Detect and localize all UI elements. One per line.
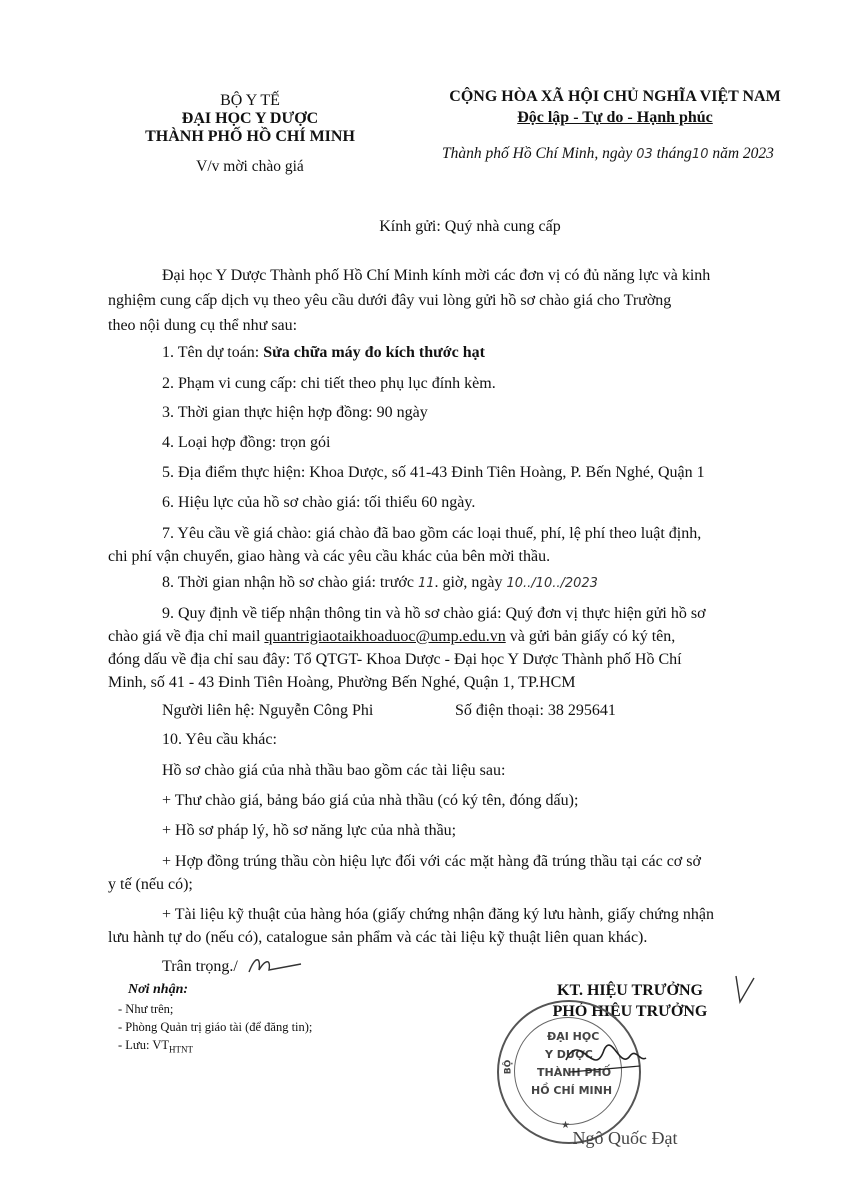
official-seal: ĐẠI HỌC Y DƯỢC THÀNH PHỐ HỒ CHÍ MINH BỘ ★ [497,1000,641,1144]
issue-date: Thành phố Hồ Chí Minh, ngày 03 tháng10 năm 2023 [442,145,774,162]
item-5: 5. Địa điểm thực hiện: Khoa Dược, số 41-43 Đinh Tiên Hoàng, P. Bến Nghé, Quận 1 [162,464,705,481]
recipient-2: - Phòng Quản trị giáo tài (để đăng tin); [118,1020,313,1034]
university-name-line2: THÀNH PHỐ HỒ CHÍ MINH [145,128,355,145]
item-6: 6. Hiệu lực của hồ sơ chào giá: tối thiểu 60 ngày. [162,494,476,511]
recipient-1: - Như trên; [118,1002,174,1016]
item-7-line-1: 7. Yêu cầu về giá chào: giá chào đã bao gồm các loại thuế, phí, lệ phí theo luật định, [162,525,702,542]
contact-person: Người liên hệ: Nguyễn Công Phi [162,702,374,719]
intro-line-2: nghiệm cung cấp dịch vụ theo yêu cầu dưới đây vui lòng gửi hồ sơ chào giá cho Trường [108,292,672,309]
national-motto: Độc lập - Tự do - Hạnh phúc [517,109,713,126]
recipients-title: Nơi nhận: [128,982,189,997]
handwritten-hour: 11 [417,576,435,591]
recipient-3: - Lưu: $VT_{HTNT}$ [118,1038,193,1055]
salutation: Kính gửi: Quý nhà cung cấp [379,218,561,235]
item-10-intro: Hồ sơ chào giá của nhà thầu bao gồm các tài liệu sau: [162,762,506,779]
item-9-line-4: Minh, số 41 - 43 Đinh Tiên Hoàng, Phường Bến Nghé, Quận 1, TP.HCM [108,674,576,691]
handwritten-month: 10 [691,147,709,162]
handwritten-deadline-date: 10../10../2023 [506,576,598,591]
item-8: 8. Thời gian nhận hồ sơ chào giá: trước 11. giờ, ngày 10../10../2023 [162,574,598,591]
requirement-bullet-3-line-1: + Hợp đồng trúng thầu còn hiệu lực đối với các mặt hàng đã trúng thầu tại các cơ sở [162,853,701,870]
intro-line-1: Đại học Y Dược Thành phố Hồ Chí Minh kính mời các đơn vị có đủ năng lực và kinh [162,267,711,284]
document-subject: V/v mời chào giá [196,158,304,175]
university-name-line1: ĐẠI HỌC Y DƯỢC [181,110,319,127]
item-2: 2. Phạm vi cung cấp: chi tiết theo phụ lục đính kèm. [162,375,496,392]
item-9-line-3: đóng dấu về địa chỉ sau đây: Tổ QTGT- Khoa Dược - Đại học Y Dược Thành phố Hồ Chí [108,651,682,668]
contact-phone: Số điện thoại: 38 295641 [455,702,616,719]
item-7-line-2: chi phí vận chuyển, giao hàng và các yêu cầu khác của bên mời thầu. [108,548,551,565]
item-4: 4. Loại hợp đồng: trọn gói [162,434,331,451]
requirement-bullet-4-line-2: lưu hành tự do (nếu có), catalogue sản phẩm và các tài liệu kỹ thuật liên quan khác). [108,929,648,946]
contact-email-link[interactable]: quantrigiaotaikhoaduoc@ump.edu.vn [264,628,506,645]
signer-role-2: PHÓ HIỆU TRƯỞNG [552,1003,708,1020]
requirement-bullet-3-line-2: y tế (nếu có); [108,876,193,893]
signer-role-1: KT. HIỆU TRƯỞNG [557,982,703,999]
signer-name: Ngô Quốc Đạt [572,1128,678,1148]
item-9-line-1: 9. Quy định về tiếp nhận thông tin và hồ sơ chào giá: Quý đơn vị thực hiện gửi hồ sơ [162,605,706,622]
item-10: 10. Yêu cầu khác: [162,731,277,748]
republic-title: CỘNG HÒA XÃ HỘI CHỦ NGHĨA VIỆT NAM [449,88,781,105]
handwritten-signature-icon [560,1020,650,1090]
initial-mark-icon [245,952,305,978]
closing-text: Trân trọng./ [162,958,238,975]
intro-line-3: theo nội dung cụ thể như sau: [108,317,298,334]
requirement-bullet-2: + Hồ sơ pháp lý, hồ sơ năng lực của nhà thầu; [162,822,457,839]
requirement-bullet-1: + Thư chào giá, bảng báo giá của nhà thầu (có ký tên, đóng dấu); [162,792,579,809]
initial-checkmark-icon [730,972,760,1008]
ministry-name: BỘ Y TẾ [220,92,280,109]
requirement-bullet-4-line-1: + Tài liệu kỹ thuật của hàng hóa (giấy chứng nhận đăng ký lưu hành, giấy chứng nhận [162,906,714,923]
handwritten-day: 03 [636,147,653,162]
item-1: 1. Tên dự toán: Sửa chữa máy đo kích thước hạt [162,344,485,361]
item-9-line-2: chào giá về địa chỉ mail quantrigiaotaikhoaduoc@ump.edu.vn và gửi bản giấy có ký tên, [108,628,676,645]
item-3: 3. Thời gian thực hiện hợp đồng: 90 ngày [162,404,428,421]
